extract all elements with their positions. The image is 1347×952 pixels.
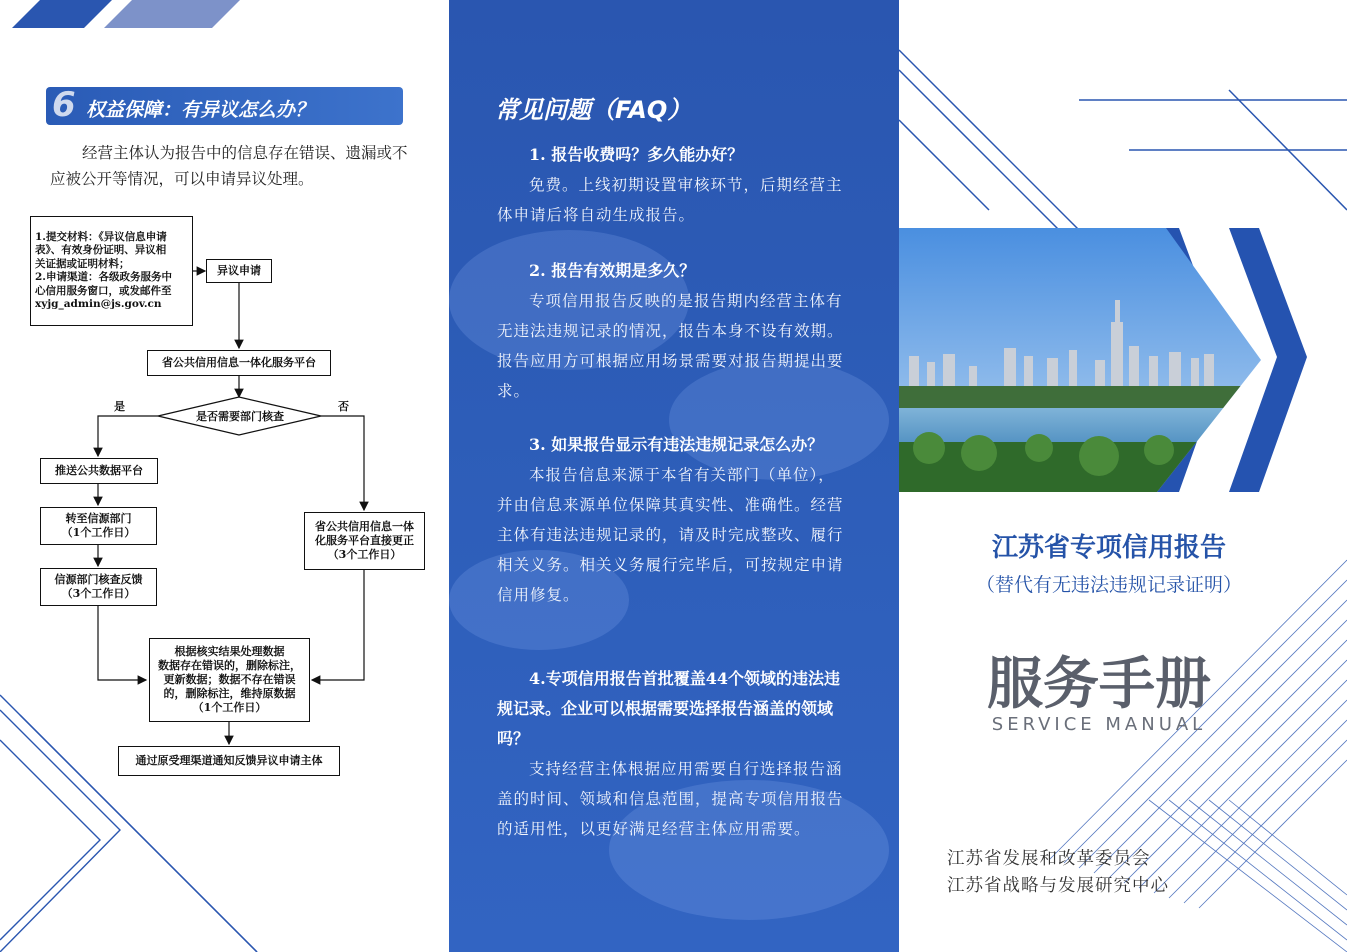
cover-panel bbox=[899, 0, 1347, 952]
manual-english: SERVICE MANUAL bbox=[991, 714, 1207, 735]
faq-title: 常见问题（FAQ） bbox=[495, 96, 692, 124]
city-skyline-photo bbox=[899, 228, 1299, 492]
cover-title: 江苏省专项信用报告 bbox=[991, 533, 1226, 563]
materials-box: 1.提交材料：《异议信息申请 表》、有效身份证明、异议相 关证据或证明材料； 2.申请渠道：各级政务服务中 心信用服务窗口，或发邮件至 xyjg_admin@js.gov.cn bbox=[30, 216, 193, 326]
platform-box: 省公共信用信息一体化服务平台 bbox=[147, 350, 331, 376]
faq-answer: 本报告信息来源于本省有关部门（单位），并由信息来源单位保障其真实性、准确性。经营主体有违法违规记录的，请及时完成整改、履行相关义务。相关义务履行完毕后，可按规定申请信用修复。 bbox=[497, 466, 844, 604]
verify-box: 信源部门核查反馈 （3个工作日） bbox=[40, 568, 157, 606]
org-name-2: 江苏省战略与发展研究中心 bbox=[947, 876, 1169, 896]
faq-question: 4.专项信用报告首批覆盖44个领域的违法违规记录。企业可以根据需要选择报告涵盖的领域吗？ bbox=[497, 669, 840, 748]
no-label: 否 bbox=[338, 400, 349, 413]
faq-question: 2. 报告有效期是多久？ bbox=[529, 261, 696, 280]
process-box: 根据核实结果处理数据 数据存在错误的，删除标注， 更新数据；数据不存在错误 的，删除标注，维持原数据 （1个工作日） bbox=[149, 638, 310, 722]
faq-answer: 免费。上线初期设置审核环节，后期经营主体申请后将自动生成报告。 bbox=[497, 176, 843, 224]
faq-item-1 bbox=[497, 140, 849, 230]
faq-item-4 bbox=[497, 664, 849, 844]
notify-box: 通过原受理渠道通知反馈异议申请主体 bbox=[118, 746, 340, 776]
faq-question: 3. 如果报告显示有违法违规记录怎么办？ bbox=[529, 435, 824, 454]
section-number: 6 bbox=[52, 85, 76, 125]
yes-label: 是 bbox=[114, 400, 125, 413]
section-title: 权益保障：有异议怎么办？ bbox=[86, 99, 315, 121]
transfer-box: 转至信源部门 （1个工作日） bbox=[40, 507, 157, 545]
org-name-1: 江苏省发展和改革委员会 bbox=[947, 849, 1151, 869]
faq-question: 1. 报告收费吗？多久能办好？ bbox=[529, 145, 744, 164]
intro-text: 经营主体认为报告中的信息存在错误、遗漏或不应被公开等情况，可以申请异议处理。 bbox=[50, 144, 408, 188]
left-panel bbox=[0, 0, 449, 952]
push-box: 推送公共数据平台 bbox=[40, 458, 158, 484]
faq-answer: 支持经营主体根据应用需要自行选择报告涵盖的时间、领域和信息范围，提高专项信用报告的适用性，以更好满足经营主体应用需要。 bbox=[497, 760, 844, 838]
manual-title: 服务手册 bbox=[987, 652, 1211, 717]
direct-correct-box: 省公共信用信息一体 化服务平台直接更正 （3个工作日） bbox=[304, 512, 425, 570]
faq-item-2 bbox=[497, 256, 849, 406]
faq-panel bbox=[449, 0, 899, 952]
faq-item-3 bbox=[497, 430, 849, 610]
apply-box: 异议申请 bbox=[206, 259, 272, 283]
decision-diamond: 是否需要部门核查 bbox=[196, 410, 284, 423]
faq-answer: 专项信用报告反映的是报告期内经营主体有无违法违规记录的情况，报告本身不设有效期。报告应用方可根据应用场景需要对报告期提出要求。 bbox=[497, 292, 844, 400]
cover-subtitle: （替代有无违法违规记录证明） bbox=[975, 574, 1242, 596]
